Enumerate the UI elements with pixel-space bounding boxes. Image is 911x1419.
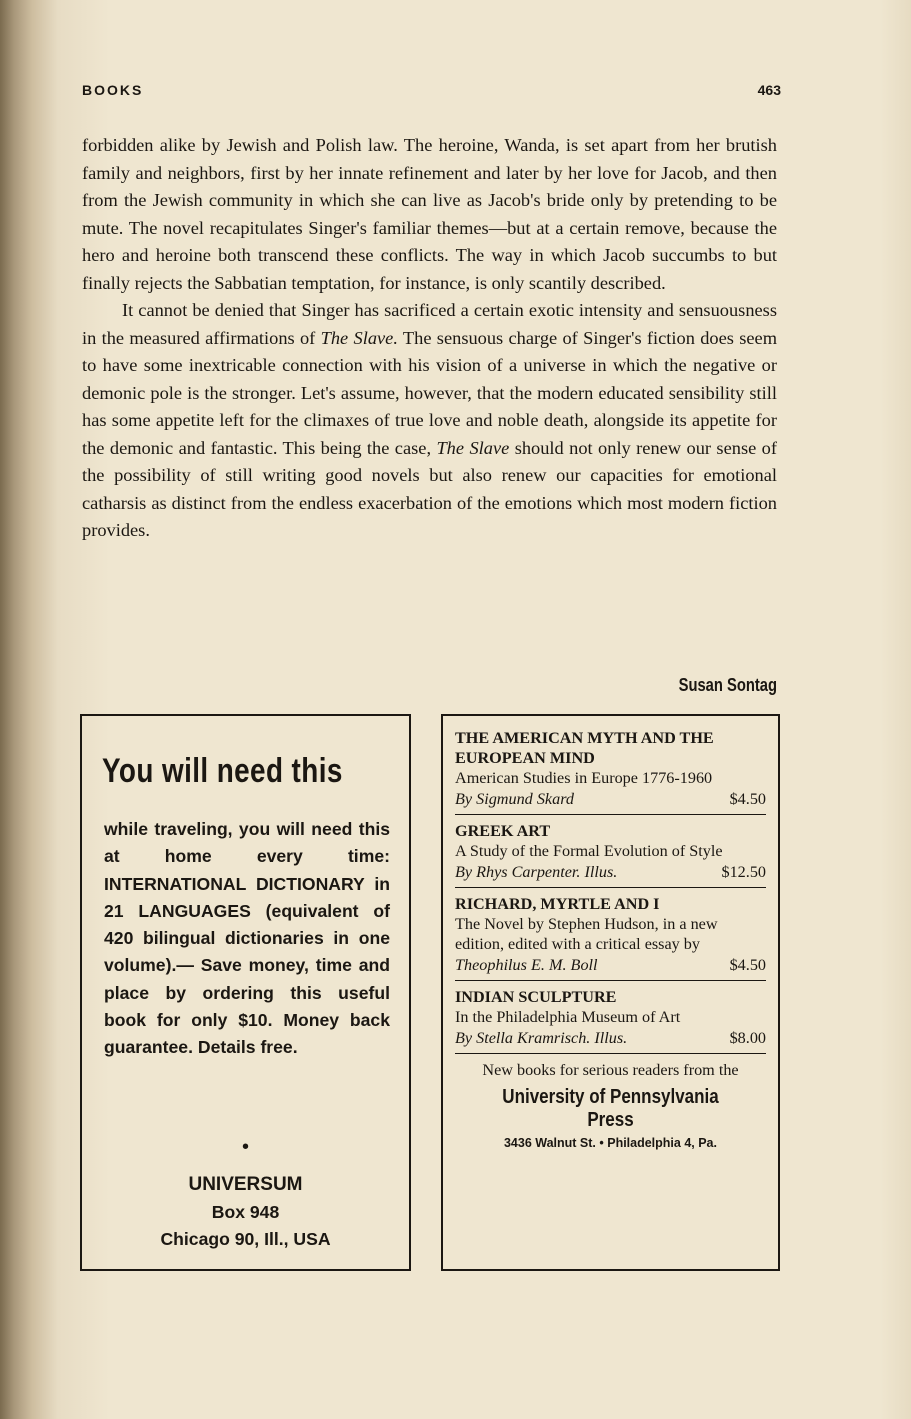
page-header (82, 82, 781, 104)
press-advertisement (441, 714, 780, 1271)
book-author: By Stella Kramrisch. Illus. (455, 1029, 628, 1047)
book-price: $8.00 (729, 1029, 766, 1047)
book-description: In the Philadelphia Museum of Art (455, 1008, 681, 1026)
book-title: RICHARD, MYRTLE AND I (455, 895, 660, 913)
book-description: A Study of the Formal Evolution of Style (455, 842, 723, 860)
paragraph-2-part-a: It cannot be denied that Singer has sacrificed a certain exotic intensity and sensuousness in the measured affirmations of (82, 300, 777, 348)
book-author: Theophilus E. M. Boll (455, 956, 598, 974)
ad-body-text: while traveling, you will need this at home every time: INTERNATIONAL DICTIONARY in 21 LANGUAGES (equivalent of 420 bilingual dictionaries in one volume).— Save money, time and place by ordering this useful book for only $10. Money back guarantee. Details free. (104, 819, 390, 1058)
ad-firm-name: UNIVERSUM (188, 1174, 303, 1195)
book-byline (455, 788, 766, 810)
book-description: The Novel by Stephen Hudson, in a new edition, edited with a critical essay by (455, 915, 718, 953)
paragraph-1: forbidden alike by Jewish and Polish law. The heroine, Wanda, is set apart from her brutish family and neighbors, first by her innate refinement and later by her love for Jacob, and then from the Jewish community in which she can live as Jacob's bride only by pretending to be mute. The novel recapitulates Singer's familiar themes—but at a certain remove, because the hero and heroine both transcend these conflicts. The way in which Jacob succumbs to but finally rejects the Sabbatian temptation, for instance, is only scantily described. (82, 135, 777, 293)
paragraph-2 (82, 297, 777, 545)
press-tagline: New books for serious readers from the (482, 1061, 739, 1079)
dictionary-advertisement (80, 714, 411, 1271)
ad-address (82, 1171, 409, 1254)
book-author: By Sigmund Skard (455, 790, 574, 808)
book-byline (455, 861, 766, 883)
running-head: BOOKS (82, 82, 144, 98)
book-price: $4.50 (729, 956, 766, 974)
book-item (455, 821, 766, 888)
ad-headline: You will need this (102, 752, 343, 790)
paragraph-2-part-b: The sensuous charge of Singer's fiction does seem to have some inextricable connection with his vision of a universe in which the negative or demonic pole is the stronger. Let's assume, however, that the modern educated sensibility still has some appetite left for the climaxes of true love and noble death, alongside its appetite for the demonic and fantastic. This being the case, (82, 327, 778, 458)
book-item (455, 987, 766, 1054)
book-title-ref: The Slave (436, 437, 510, 458)
bullet-icon: • (241, 1136, 249, 1158)
ad-box: Box 948 (211, 1201, 280, 1222)
book-title: INDIAN SCULPTURE (455, 988, 617, 1006)
paragraph-2-part-c: should not only renew our sense of the possibility of still writing good novels but also renew our capacities for emotional catharsis as distinct from the endless exacerbation of the emotions which most modern fiction provides. (82, 437, 777, 540)
book-title-ref: The Slave. (320, 327, 398, 348)
article-body (82, 132, 777, 545)
book-byline (455, 1027, 766, 1049)
book-title: GREEK ART (455, 822, 551, 840)
author-signature: Susan Sontag (678, 675, 777, 695)
book-price: $4.50 (729, 790, 766, 808)
book-list (455, 728, 766, 1150)
book-title: THE AMERICAN MYTH AND THE EUROPEAN MIND (455, 729, 714, 767)
book-description: American Studies in Europe 1776-1960 (455, 769, 713, 787)
ad-city: Chicago 90, Ill., USA (160, 1229, 331, 1249)
page-number: 463 (757, 82, 781, 98)
book-author: By Rhys Carpenter. Illus. (455, 863, 618, 881)
press-name: University of Pennsylvania Press (502, 1086, 719, 1131)
book-item (455, 894, 766, 981)
book-byline (455, 954, 766, 976)
book-price: $12.50 (721, 863, 766, 881)
press-address: 3436 Walnut St. • Philadelphia 4, Pa. (503, 1136, 717, 1150)
book-item (455, 728, 766, 815)
